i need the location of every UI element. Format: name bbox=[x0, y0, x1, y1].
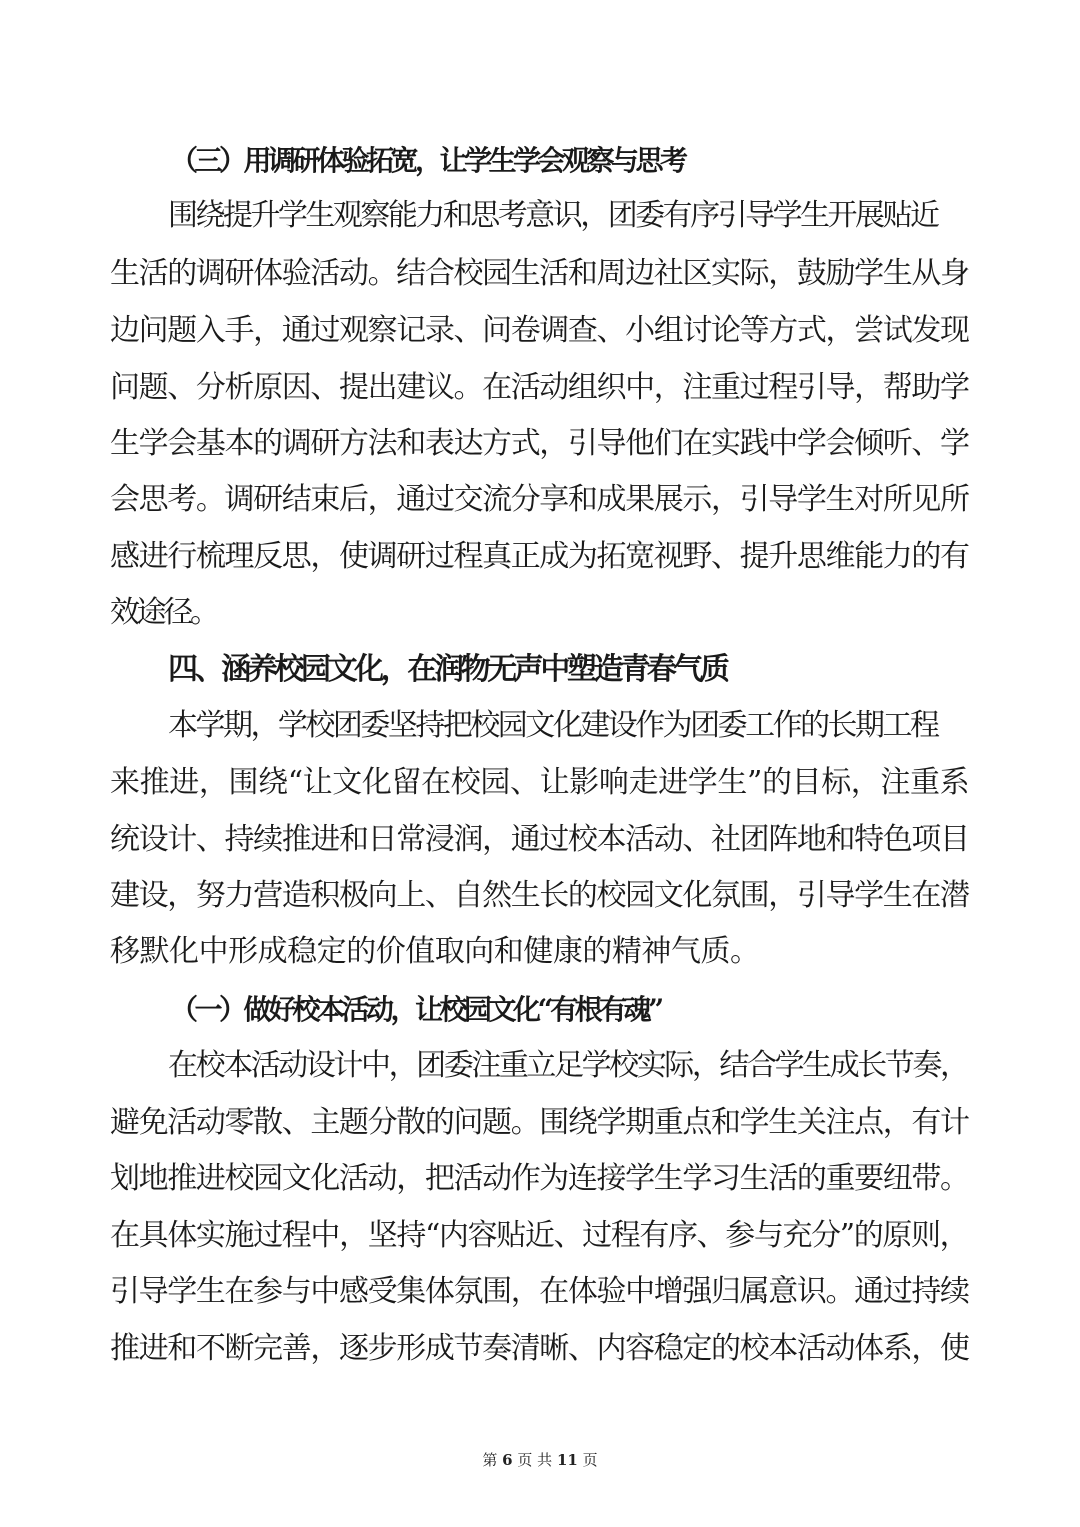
total-page-count: 11 bbox=[556, 1451, 578, 1469]
paragraph-line: 划地推进校园文化活动，把活动作为连接学生学习生活的重要纽带。 bbox=[110, 1161, 969, 1196]
page-footer bbox=[0, 1450, 1080, 1470]
paragraph-line: 感进行梳理反思，使调研过程真正成为拓宽视野、提升思维能力的有 bbox=[110, 539, 969, 574]
paragraph-line: 效途径。 bbox=[110, 595, 217, 630]
paragraph-line: 统设计、持续推进和日常浸润，通过校本活动、社团阵地和特色项目 bbox=[110, 822, 969, 857]
part-heading: 四、涵养校园文化，在润物无声中塑造青春气质 bbox=[168, 652, 727, 687]
paragraph-line: 生活的调研体验活动。结合校园生活和周边社区实际，鼓励学生从身 bbox=[110, 256, 969, 291]
paragraph-line: 边问题入手，通过观察记录、问卷调查、小组讨论等方式，尝试发现 bbox=[110, 313, 969, 348]
footer-suffix: 页 bbox=[582, 1451, 598, 1469]
paragraph-line: 生学会基本的调研方法和表达方式，引导他们在实践中学会倾听、学 bbox=[110, 426, 969, 461]
section-heading: （三）用调研体验拓宽，让学生学会观察与思考 bbox=[170, 144, 685, 177]
paragraph-line: 在校本活动设计中，团委注重立足学校实际，结合学生成长节奏， bbox=[168, 1048, 968, 1083]
paragraph-line: 会思考。调研结束后，通过交流分享和成果展示，引导学生对所见所 bbox=[110, 482, 969, 517]
paragraph-line: 问题、分析原因、提出建议。在活动组织中，注重过程引导，帮助学 bbox=[110, 370, 969, 405]
subsection-heading: （一）做好校本活动，让校园文化“有根有魂” bbox=[170, 993, 661, 1026]
paragraph-line: 本学期，学校团委坚持把校园文化建设作为团委工作的长期工程 bbox=[168, 708, 938, 743]
paragraph-line: 推进和不断完善，逐步形成节奏清晰、内容稳定的校本活动体系，使 bbox=[110, 1331, 969, 1366]
paragraph-line: 来推进，围绕“让文化留在校园、让影响走进学生”的目标，注重系 bbox=[110, 765, 970, 800]
current-page-number: 6 bbox=[502, 1451, 513, 1469]
paragraph-line: 在具体实施过程中，坚持“内容贴近、过程有序、参与充分”的原则， bbox=[110, 1218, 969, 1253]
paragraph-line: 避免活动零散、主题分散的问题。围绕学期重点和学生关注点，有计 bbox=[110, 1105, 969, 1140]
footer-prefix: 第 bbox=[482, 1451, 498, 1469]
paragraph-line: 建设，努力营造积极向上、自然生长的校园文化氛围，引导学生在潜 bbox=[110, 878, 969, 913]
paragraph-line: 移默化中形成稳定的价值取向和健康的精神气质。 bbox=[110, 934, 760, 969]
footer-middle: 页 共 bbox=[517, 1451, 553, 1469]
paragraph-line: 围绕提升学生观察能力和思考意识，团委有序引导学生开展贴近 bbox=[168, 198, 938, 233]
paragraph-line: 引导学生在参与中感受集体氛围，在体验中增强归属意识。通过持续 bbox=[110, 1274, 969, 1309]
